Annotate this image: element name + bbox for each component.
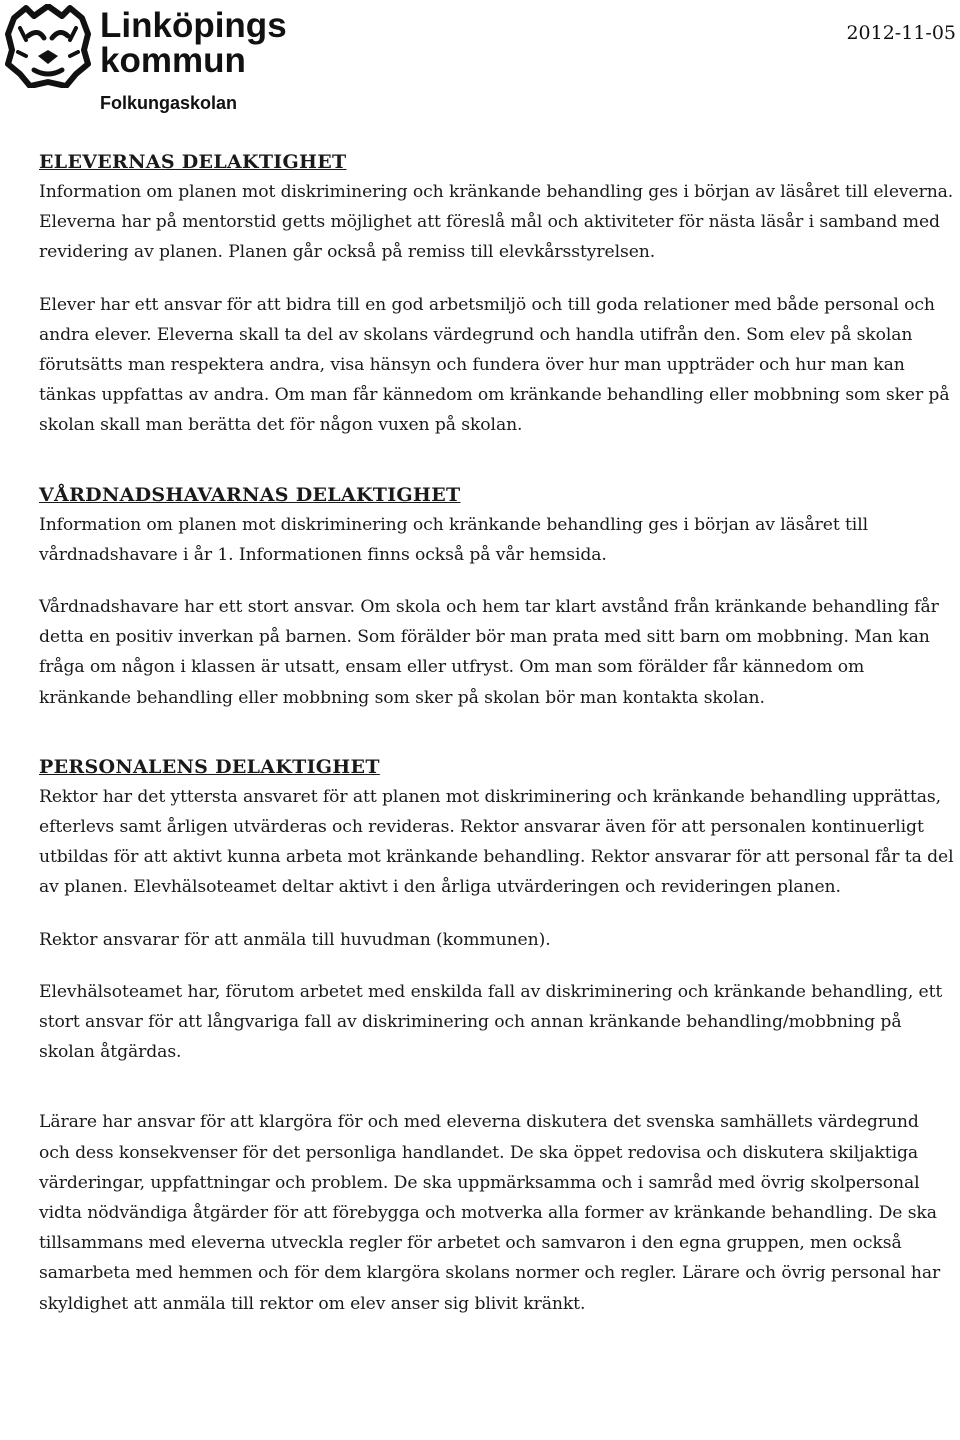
document-body xyxy=(39,148,954,1319)
paragraph: Information om planen mot diskriminering och kränkande behandling ges i början av läsåret till vårdnadshavare i år 1. Informationen finns också på vår hemsida. xyxy=(39,514,868,565)
paragraph: Rektor har det yttersta ansvaret för att planen mot diskriminering och kränkande behandling upprättas, efterlevs samt årligen utvärderas och revideras. Rektor ansvarar även för att personalen kontinuerligt utbildas för att aktivt kunna arbeta mot kränkande behandling. Rektor ansvarar för att personal får ta del av planen. Elevhälsoteamet deltar aktivt i den årliga utvärderingen och revideringen planen. xyxy=(39,786,954,898)
paragraph: Lärare har ansvar för att klargöra för och med eleverna diskutera det svenska samhällets värdegrund och dess konsekvenser för det personliga handlandet. De ska öppet redovisa och diskutera skiljaktiga värderingar, uppfattningar och problem. De ska uppmärksamma och i samråd med övrig skolpersonal vidta nödvändiga åtgärder för att förebygga och motverka alla former av kränkande behandling. De ska tillsammans med eleverna utveckla regler för arbetet och samvaron i den egna gruppen, men också samarbeta med hemmen och för dem klargöra skolans normer och regler. Lärare och övrig personal har skyldighet att anmäla till rektor om elev anser sig blivit kränkt. xyxy=(39,1112,941,1314)
paragraph: Information om planen mot diskriminering och kränkande behandling ges i början av läsåret till eleverna. Eleverna har på mentorstid getts möjlighet att föreslå mål och aktiviteter för nästa läsår i samband med revidering av planen. Planen går också på remiss till elevkårsstyrelsen. xyxy=(39,182,954,263)
paragraph: Elever har ett ansvar för att bidra till en god arbetsmiljö och till goda relationer med både personal och andra elever. Eleverna skall ta del av skolans värdegrund och handla utifrån den. Som elev på skolan förutsätts man respektera andra, visa hänsyn och fundera över hur man uppträder och hur man kan tänkas uppfattas av andra. Om man får kännedom om kränkande behandling eller mobbning som sker på skolan skall man berätta det för någon vuxen på skolan. xyxy=(39,294,950,436)
lion-head-icon xyxy=(4,4,92,88)
paragraph: Vårdnadshavare har ett stort ansvar. Om skola och hem tar klart avstånd från kränkande behandling får detta en positiv inverkan på barnen. Som förälder bör man prata med sitt barn om mobbning. Man kan fråga om någon i klassen är utsatt, ensam eller utfryst. Om man som förälder får kännedom om kränkande behandling eller mobbning som sker på skolan bör man kontakta skolan. xyxy=(39,597,939,708)
document-date: 2012-11-05 xyxy=(846,22,956,44)
section-heading-staff: PERSONALENS DELAKTIGHET xyxy=(39,755,380,778)
document-header xyxy=(0,0,960,120)
org-name xyxy=(100,8,287,78)
org-name-line1: Linköpings xyxy=(100,6,287,45)
section-heading-guardians: VÅRDNADSHAVARNAS DELAKTIGHET xyxy=(39,483,461,506)
paragraph: Rektor ansvarar för att anmäla till huvudman (kommunen). xyxy=(39,929,551,950)
school-name: Folkungaskolan xyxy=(100,93,238,113)
section-heading-students: ELEVERNAS DELAKTIGHET xyxy=(39,151,347,173)
org-name-line2: kommun xyxy=(100,41,246,80)
paragraph: Elevhälsoteamet har, förutom arbetet med enskilda fall av diskriminering och kränkande behandling, ett stort ansvar för att långvariga fall av diskriminering och annan kränkande behandling/mobbning på skolan åtgärdas. xyxy=(39,981,943,1063)
